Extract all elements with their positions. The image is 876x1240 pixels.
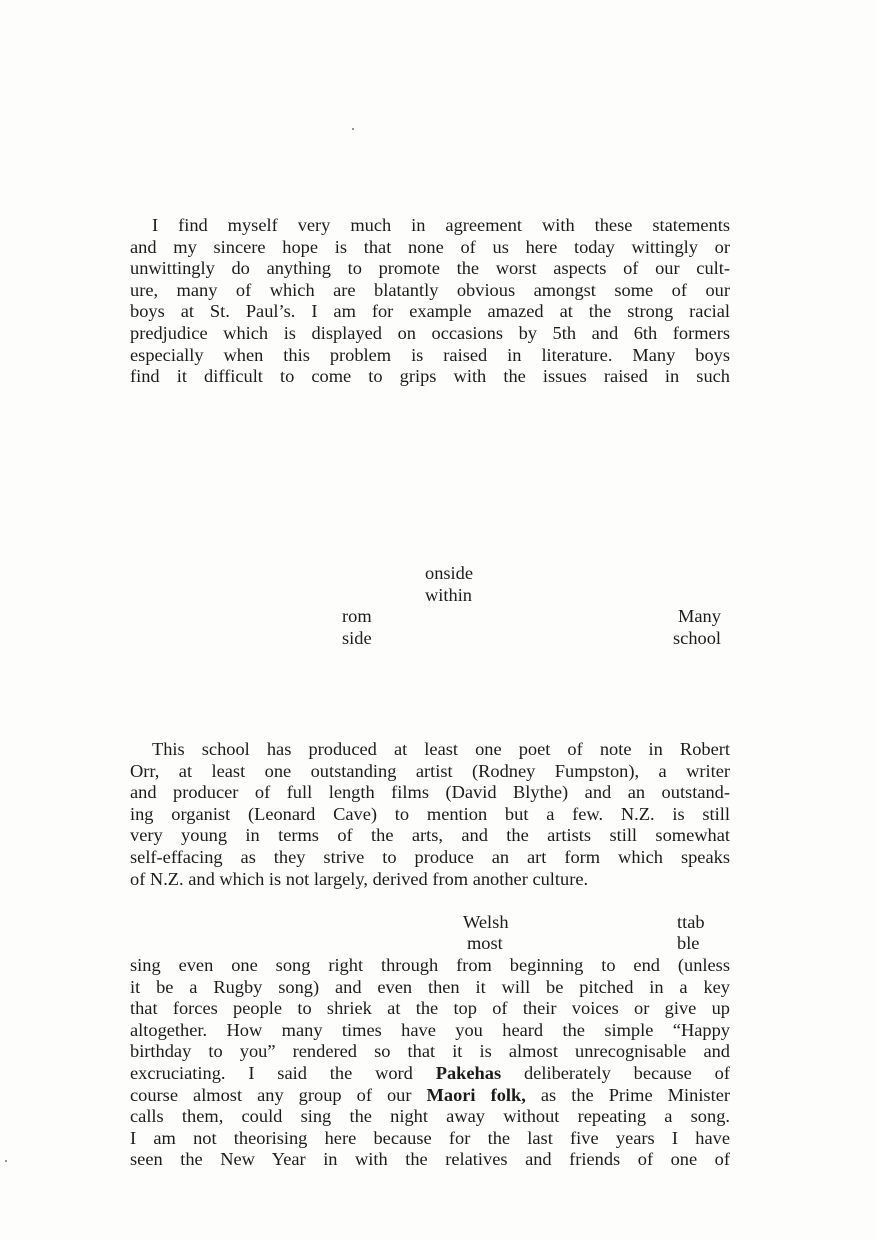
paragraph-racial-prejudice xyxy=(130,215,730,388)
text-line: especially when this problem is raised in literature. Many boys xyxy=(130,344,730,365)
fragment-ble: ble xyxy=(677,933,700,953)
text-line: predjudice which is displayed on occasions by 5th and 6th formers xyxy=(130,322,730,343)
text-line: altogether. How many times have you heard the simple “Happy xyxy=(130,1019,730,1040)
fragment-school: school xyxy=(673,628,722,648)
text-run: course almost any group of our xyxy=(130,1084,427,1105)
fragment-onside: onside xyxy=(425,563,474,583)
text-line: seen the New Year in with the relatives and friends of one of xyxy=(130,1149,730,1170)
fragment-within: within xyxy=(425,585,473,605)
text-line: ing organist (Leonard Cave) to mention but a few. N.Z. is still xyxy=(130,803,730,824)
text-line: This school has produced at least one poet of note in Robert xyxy=(152,739,730,759)
text-line: sing even one song right through from beginning to end (unless xyxy=(130,955,730,975)
text-line: Orr, at least one outstanding artist (Rodney Fumpston), a writer xyxy=(130,760,730,781)
text-line: and producer of full length films (David Blythe) and an outstand- xyxy=(130,782,730,803)
text-line: that forces people to shriek at the top of their voices or give up xyxy=(130,998,730,1019)
text-line: boys at St. Paul’s. I am for example amazed at the strong racial xyxy=(130,301,730,322)
fragment-side: side xyxy=(342,628,372,648)
paragraph-singing xyxy=(130,955,730,1171)
text-line: find it difficult to come to grips with the issues raised in such xyxy=(130,366,730,387)
text-line: it be a Rugby song) and even then it will be pitched in a key xyxy=(130,976,730,997)
text-line: calls them, could sing the night away without repeating a song. xyxy=(130,1106,730,1127)
bold-term-pakehas: Pakehas xyxy=(435,1062,502,1083)
text-line: I am not theorising here because for the last five years I have xyxy=(130,1127,730,1148)
scan-speck xyxy=(352,128,354,130)
fragment-rom: rom xyxy=(342,606,372,626)
bold-term-maori-folk: Maori folk, xyxy=(426,1084,526,1105)
paragraph-school-artists xyxy=(130,739,730,890)
text-line-with-bold xyxy=(130,1085,730,1107)
text-run: excruciating. I said the word xyxy=(130,1062,436,1083)
text-line: and my sincere hope is that none of us here today wittingly or xyxy=(130,236,730,257)
text-line: of N.Z. and which is not largely, derived from another culture. xyxy=(130,868,589,889)
fragment-ttab: ttab xyxy=(677,912,705,932)
text-line: ure, many of which are blatantly obvious amongst some of our xyxy=(130,279,730,300)
text-line: very young in terms of the arts, and the artists still somewhat xyxy=(130,825,730,846)
fragment-many: Many xyxy=(678,606,721,626)
text-run: as the Prime Minister xyxy=(525,1084,730,1105)
scan-speck xyxy=(5,1160,7,1162)
text-run: deliberately because of xyxy=(501,1062,730,1083)
fragment-most: most xyxy=(467,933,503,953)
text-line: unwittingly do anything to promote the worst aspects of our cult- xyxy=(130,258,730,279)
text-line: I find myself very much in agreement with these statements xyxy=(152,215,730,235)
fragment-welsh: Welsh xyxy=(463,912,509,932)
text-line: birthday to you” rendered so that it is almost unrecognisable and xyxy=(130,1041,730,1062)
text-line: self-effacing as they strive to produce an art form which speaks xyxy=(130,846,730,867)
text-line-with-bold xyxy=(130,1063,730,1085)
